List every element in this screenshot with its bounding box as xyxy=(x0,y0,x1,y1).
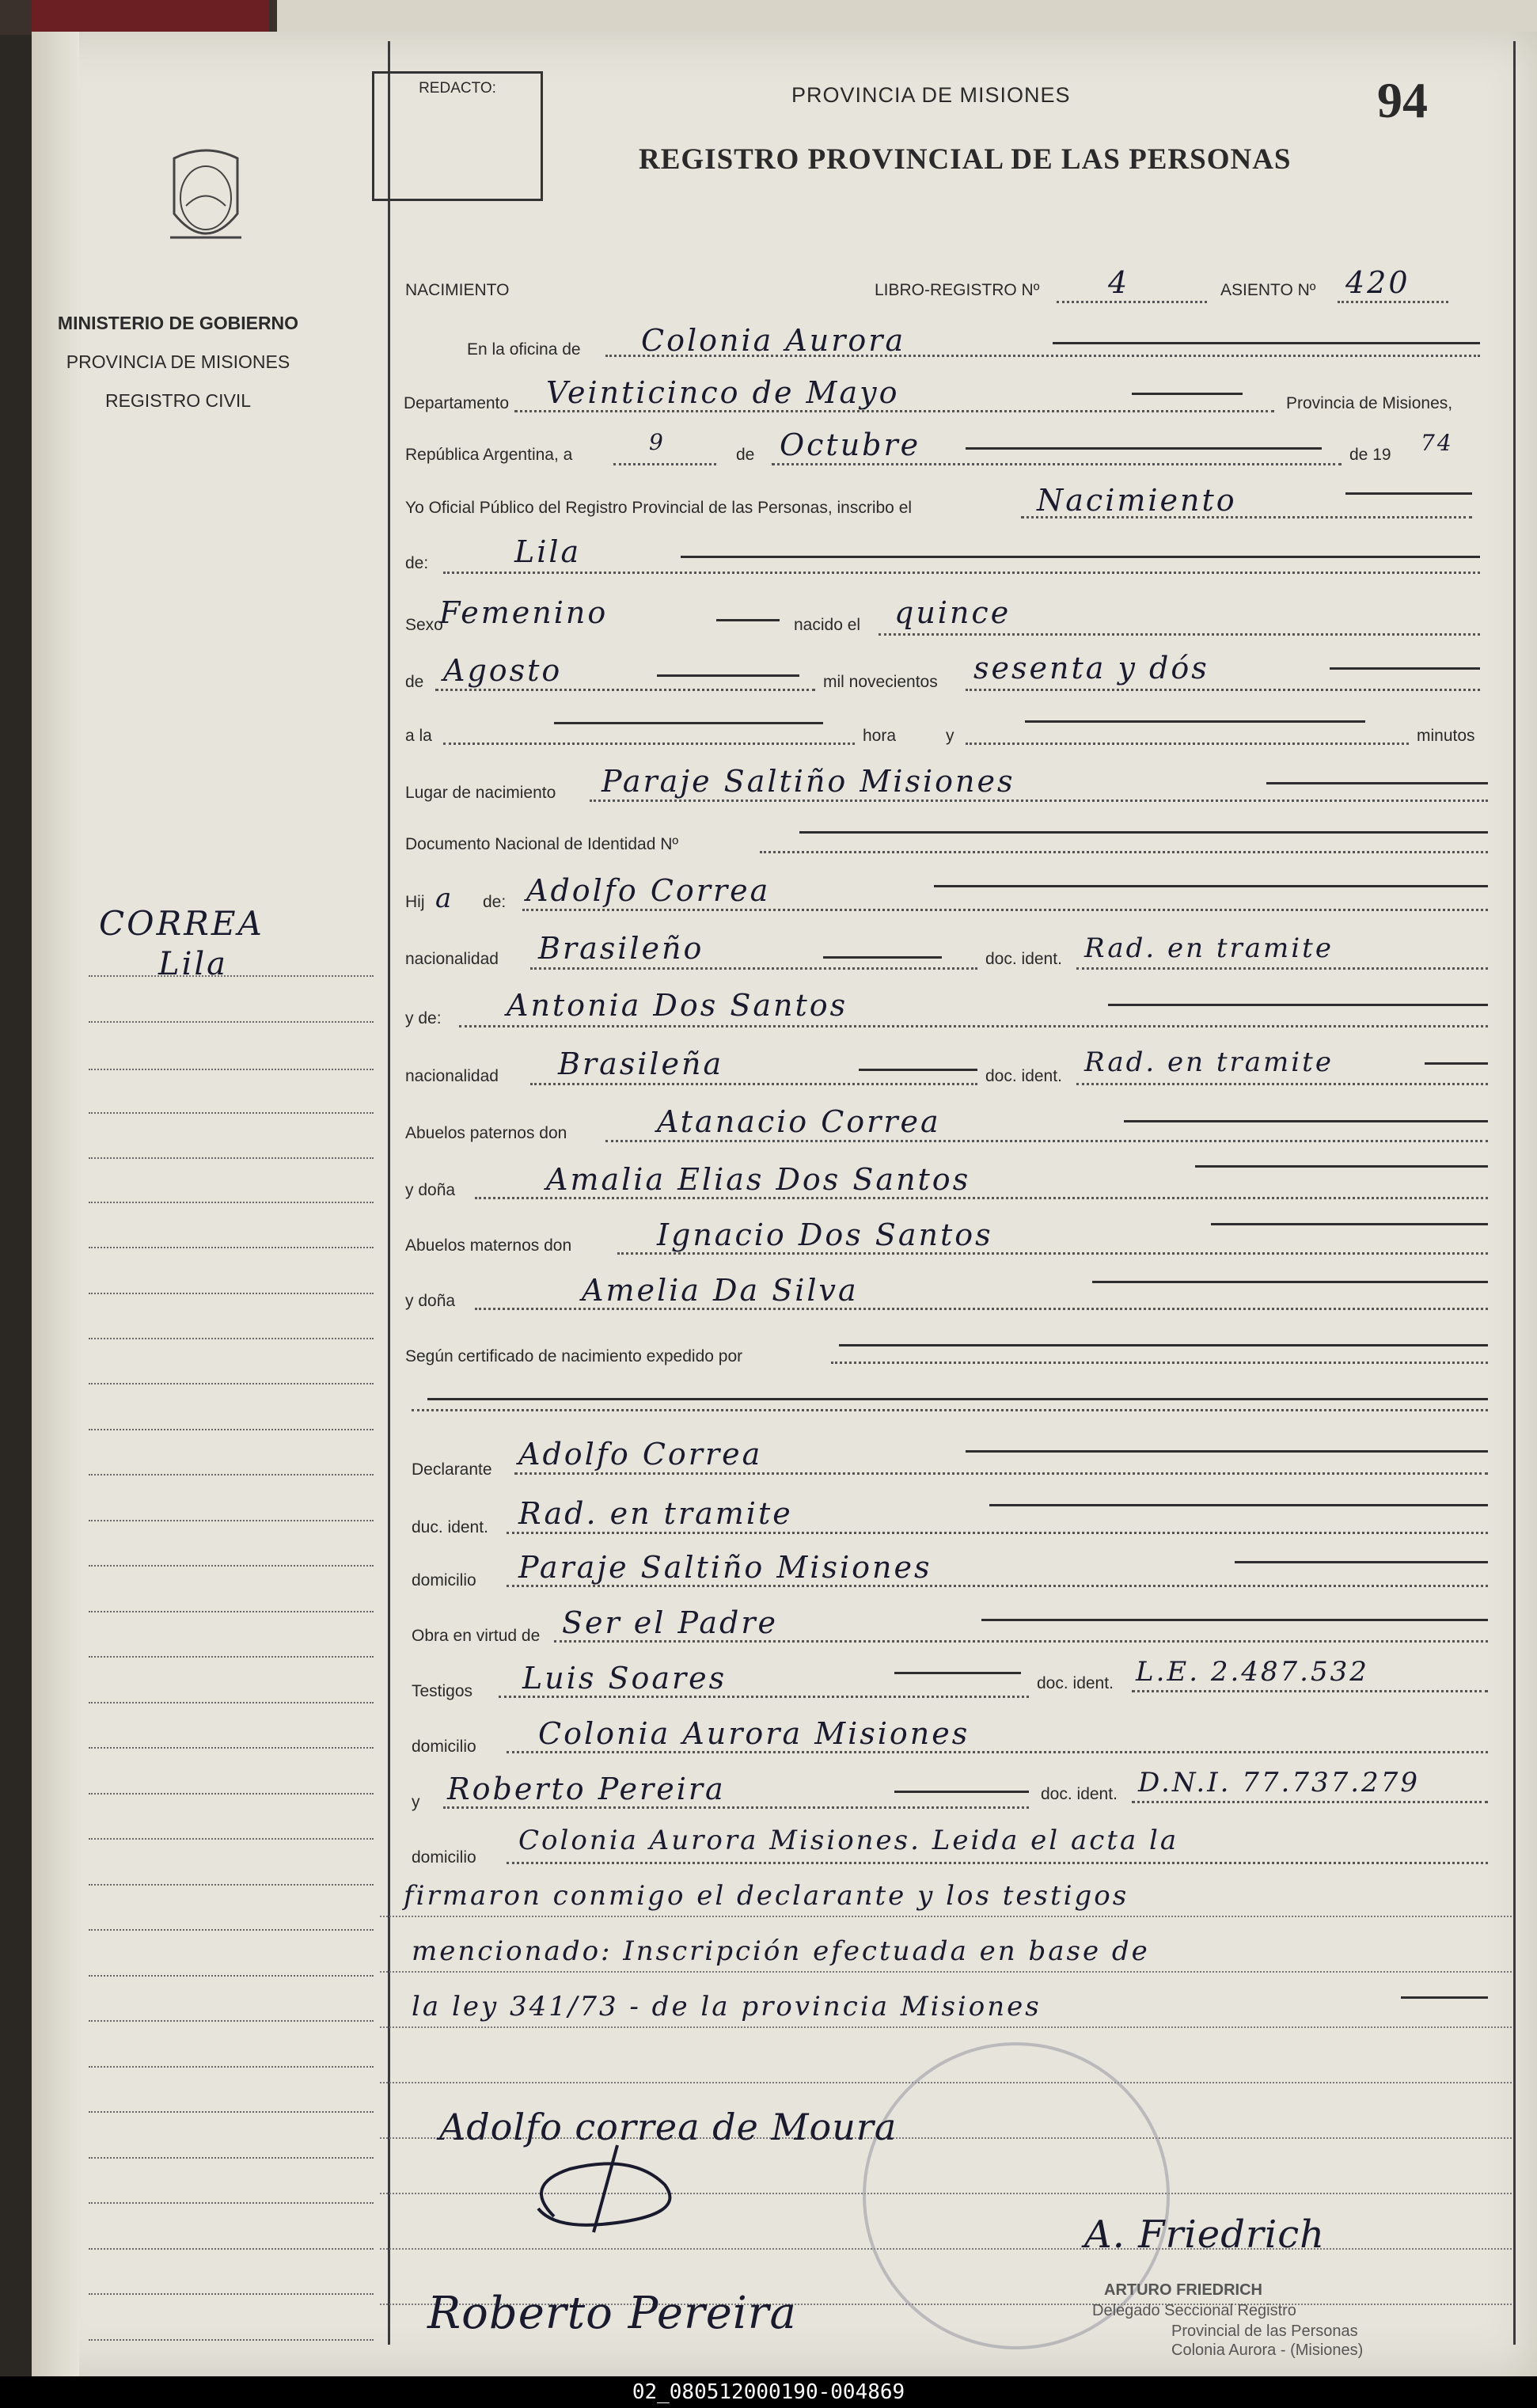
departamento-label: Departamento xyxy=(404,394,510,412)
signature-oficial: A. Friedrich xyxy=(1084,2212,1326,2257)
fill-rule xyxy=(681,556,1480,558)
declarante-line xyxy=(514,1472,1488,1475)
margin-line xyxy=(89,2248,374,2250)
fill-rule xyxy=(859,1069,977,1071)
fill-rule xyxy=(966,1450,1488,1453)
stamp-line-3: Provincial de las Personas xyxy=(1171,2323,1358,2340)
y-de-label: y de: xyxy=(405,1009,442,1027)
doc-ident-label: doc. ident. xyxy=(985,950,1062,968)
continuation-line-2: firmaron conmigo el declarante y los testigos xyxy=(404,1880,1129,1912)
de-label: de xyxy=(736,446,755,464)
minutos-line xyxy=(966,743,1409,745)
asiento-line xyxy=(1338,301,1448,303)
declarante-domicilio-line xyxy=(507,1585,1488,1587)
ruled-line xyxy=(380,1971,1512,1973)
fill-rule xyxy=(1053,342,1480,344)
nacido-anio-value: sesenta y dós xyxy=(973,651,1209,686)
madre-doc-value: Rad. en tramite xyxy=(1084,1046,1334,1078)
nacido-mes-line xyxy=(435,689,815,691)
margin-line xyxy=(89,975,374,977)
padre-nacionalidad-line xyxy=(530,967,977,970)
abuelo-materno-line xyxy=(617,1252,1488,1255)
domicilio-label: domicilio xyxy=(412,1738,476,1756)
testigo1-value: Luis Soares xyxy=(522,1661,727,1696)
page-number: 94 xyxy=(1377,72,1428,128)
testigo2-doc-line xyxy=(1132,1801,1488,1803)
mil-novecientos-label: mil novecientos xyxy=(823,673,938,691)
margin-line xyxy=(89,1884,374,1886)
libro-value: 4 xyxy=(1108,265,1130,300)
margin-line xyxy=(89,1338,374,1339)
departamento-value: Veinticinco de Mayo xyxy=(546,375,900,410)
testigo1-line xyxy=(499,1696,1029,1698)
duc-ident-label: duc. ident. xyxy=(412,1518,488,1536)
padre-doc-line xyxy=(1076,967,1488,970)
asiento-label: ASIENTO Nº xyxy=(1220,281,1316,299)
acto-value: Nacimiento xyxy=(1037,483,1237,518)
ministry-label: MINISTERIO DE GOBIERNO xyxy=(57,313,299,333)
margin-line xyxy=(89,1202,374,1203)
padre-doc-value: Rad. en tramite xyxy=(1084,932,1334,964)
dia-value: 9 xyxy=(649,429,666,455)
margin-line xyxy=(89,2339,374,2341)
domicilio-label: domicilio xyxy=(412,1848,476,1867)
fill-rule xyxy=(799,831,1488,834)
padre-line xyxy=(522,909,1488,911)
oficina-label: En la oficina de xyxy=(467,340,581,359)
margin-line xyxy=(89,1565,374,1567)
margin-line xyxy=(89,1929,374,1931)
stamp-line-1: ARTURO FRIEDRICH xyxy=(1104,2281,1262,2299)
declarante-doc-value: Rad. en tramite xyxy=(518,1496,793,1531)
sexo-value: Femenino xyxy=(439,595,609,630)
de-colon-label: de: xyxy=(405,554,429,572)
right-border-line xyxy=(1513,41,1516,2345)
hij-de-label: de: xyxy=(483,893,507,911)
lugar-value: Paraje Saltiño Misiones xyxy=(602,764,1015,799)
testigos-label: Testigos xyxy=(412,1682,473,1700)
de-19-label: de 19 xyxy=(1349,446,1391,464)
abuela-paterna-value: Amalia Elias Dos Santos xyxy=(546,1162,971,1197)
fill-rule xyxy=(1124,1120,1488,1122)
binding-edge xyxy=(32,32,79,2376)
de-mes-label: de xyxy=(405,673,424,691)
nombre-line xyxy=(443,572,1480,574)
provincia-misiones-label: Provincia de Misiones, xyxy=(1286,394,1453,412)
domicilio2-line xyxy=(507,1862,1488,1864)
madre-nacionalidad-value: Brasileña xyxy=(558,1046,724,1081)
abuela-paterna-line xyxy=(475,1197,1488,1199)
fill-rule xyxy=(1425,1062,1488,1065)
mes-value: Octubre xyxy=(780,427,921,462)
obra-line xyxy=(554,1640,1488,1643)
y-label: y xyxy=(946,727,954,745)
y-dona-label: y doña xyxy=(405,1292,456,1310)
hij-suffix: a xyxy=(435,883,454,914)
domicilio-label: domicilio xyxy=(412,1571,476,1590)
certificado-line-2 xyxy=(412,1409,1488,1411)
abuelos-paternos-label: Abuelos paternos don xyxy=(405,1124,567,1142)
libro-registro-label: LIBRO-REGISTRO Nº xyxy=(875,281,1040,299)
fill-rule xyxy=(966,447,1322,450)
abuelo-materno-value: Ignacio Dos Santos xyxy=(657,1217,993,1252)
nacimiento-label: NACIMIENTO xyxy=(405,281,510,299)
madre-doc-line xyxy=(1076,1083,1488,1085)
oficina-value: Colonia Aurora xyxy=(641,323,906,358)
testigo2-value: Roberto Pereira xyxy=(447,1772,726,1806)
padre-nacionalidad-value: Brasileño xyxy=(538,931,704,966)
asiento-value: 420 xyxy=(1345,265,1410,300)
doc-ident-label: doc. ident. xyxy=(985,1067,1062,1085)
signature-flourish-icon xyxy=(507,2137,728,2240)
fill-rule xyxy=(1235,1561,1488,1563)
margin-line xyxy=(89,2111,374,2113)
abuelos-maternos-label: Abuelos maternos don xyxy=(405,1236,572,1255)
departamento-line xyxy=(514,410,1274,412)
hij-label: Hij xyxy=(405,893,425,911)
testigo1-domicilio-line xyxy=(507,1751,1488,1753)
a-la-label: a la xyxy=(405,727,432,745)
fill-rule xyxy=(894,1672,1021,1674)
signature-declarante: Adolfo correa de Moura xyxy=(439,2106,898,2148)
redacto-label: REDACTO: xyxy=(419,80,496,97)
fill-rule xyxy=(1266,782,1488,784)
segun-certificado-label: Según certificado de nacimiento expedido por xyxy=(405,1347,743,1365)
redacto-box xyxy=(372,71,543,201)
testigo1-doc-line xyxy=(1132,1690,1488,1692)
ruled-line xyxy=(380,1916,1512,1917)
margin-line xyxy=(89,1747,374,1749)
top-strip xyxy=(0,0,1537,35)
margin-surname: CORREA xyxy=(99,904,264,943)
hora-label: hora xyxy=(863,727,897,745)
nacido-mes-value: Agosto xyxy=(443,653,563,688)
anio-value: 74 xyxy=(1421,430,1454,456)
fill-rule xyxy=(1092,1281,1488,1283)
fill-rule xyxy=(1401,1996,1488,1999)
madre-value: Antonia Dos Santos xyxy=(507,988,848,1023)
margin-line xyxy=(89,2202,374,2204)
dni-label: Documento Nacional de Identidad Nº xyxy=(405,835,679,853)
abuelo-paterno-line xyxy=(605,1140,1488,1142)
doc-ident-label: doc. ident. xyxy=(1037,1674,1114,1692)
continuation-line-3: mencionado: Inscripción efectuada en base de xyxy=(412,1935,1150,1967)
image-id-footer: 02_080512000190-004869 xyxy=(0,2376,1537,2408)
declarante-domicilio-value: Paraje Saltiño Misiones xyxy=(518,1550,932,1585)
testigo1-doc-value: L.E. 2.487.532 xyxy=(1136,1656,1369,1688)
fill-rule xyxy=(554,722,823,724)
testigo1-domicilio-value: Colonia Aurora Misiones xyxy=(538,1716,970,1751)
fill-rule xyxy=(1108,1004,1488,1006)
margin-line xyxy=(89,1838,374,1840)
stamp-line-2: Delegado Seccional Registro xyxy=(1092,2302,1296,2319)
registry-title: REGISTRO PROVINCIAL DE LAS PERSONAS xyxy=(639,143,1292,176)
nacido-line xyxy=(879,633,1480,636)
fill-rule xyxy=(1345,492,1472,495)
margin-line xyxy=(89,1474,374,1476)
margin-line xyxy=(89,2020,374,2022)
declarante-doc-line xyxy=(507,1532,1488,1534)
ruled-line xyxy=(380,2026,1512,2028)
continuation-line-4: la ley 341/73 - de la provincia Misiones xyxy=(412,1991,1042,2022)
fill-rule xyxy=(1330,667,1480,670)
stamp-line-4: Colonia Aurora - (Misiones) xyxy=(1171,2342,1364,2359)
margin-line xyxy=(89,1702,374,1703)
nacido-dia-value: quince xyxy=(894,595,1011,630)
signature-testigo: Roberto Pereira xyxy=(427,2288,797,2339)
fill-rule xyxy=(1132,393,1243,395)
coat-of-arms-icon xyxy=(158,142,253,261)
fill-rule xyxy=(934,885,1488,887)
hora-line xyxy=(443,743,855,745)
testigo2-doc-value: D.N.I. 77.737.279 xyxy=(1138,1767,1420,1798)
margin-line xyxy=(89,1383,374,1384)
doc-ident-label: doc. ident. xyxy=(1041,1785,1118,1803)
fill-rule xyxy=(716,619,780,621)
margin-line xyxy=(89,1975,374,1977)
madre-nacionalidad-line xyxy=(530,1083,977,1085)
madre-line xyxy=(459,1025,1488,1027)
abuela-materna-value: Amelia Da Silva xyxy=(582,1273,859,1308)
certificado-line xyxy=(831,1362,1488,1364)
abuela-materna-line xyxy=(475,1308,1488,1310)
margin-line xyxy=(89,1656,374,1658)
margin-line xyxy=(89,1293,374,1294)
margin-line xyxy=(89,1157,374,1159)
paper-edge xyxy=(277,0,1537,32)
y-label: y xyxy=(412,1793,420,1811)
fill-rule xyxy=(839,1344,1488,1346)
dni-line xyxy=(760,851,1488,853)
minutos-label: minutos xyxy=(1417,727,1475,745)
margin-line xyxy=(89,2066,374,2068)
domicilio2-line1-value: Colonia Aurora Misiones. Leida el acta la xyxy=(518,1825,1179,1856)
declarante-value: Adolfo Correa xyxy=(518,1437,763,1472)
lugar-label: Lugar de nacimiento xyxy=(405,784,556,802)
padre-value: Adolfo Correa xyxy=(526,873,771,908)
nacionalidad-label: nacionalidad xyxy=(405,1067,499,1085)
margin-line xyxy=(89,1112,374,1114)
lugar-line xyxy=(590,800,1488,802)
obra-value: Ser el Padre xyxy=(562,1605,778,1640)
fill-rule xyxy=(427,1398,1488,1400)
fill-rule xyxy=(894,1791,1029,1793)
obra-label: Obra en virtud de xyxy=(412,1627,541,1645)
mes-line xyxy=(772,463,1342,465)
margin-line xyxy=(89,1021,374,1023)
abuelo-paterno-value: Atanacio Correa xyxy=(657,1104,941,1139)
nacido-anio-line xyxy=(966,689,1480,691)
dia-line xyxy=(613,463,716,465)
fill-rule xyxy=(989,1504,1488,1506)
y-dona-label: y doña xyxy=(405,1181,456,1199)
fill-rule xyxy=(1025,720,1365,723)
testigo2-line xyxy=(443,1806,1029,1809)
oficina-line xyxy=(605,355,1480,357)
registry-label: REGISTRO CIVIL xyxy=(104,390,252,411)
fill-rule xyxy=(823,956,942,959)
libro-line xyxy=(1057,301,1207,303)
yo-oficial-label: Yo Oficial Público del Registro Provincial de las Personas, inscribo el xyxy=(405,499,913,517)
margin-line xyxy=(89,2157,374,2159)
fill-rule xyxy=(657,674,799,677)
margin-line xyxy=(89,1793,374,1795)
margin-line xyxy=(89,1520,374,1521)
republica-label: República Argentina, a xyxy=(405,446,573,464)
nombre-value: Lila xyxy=(514,534,582,569)
divider-line xyxy=(388,41,390,2345)
province-heading: PROVINCIA DE MISIONES xyxy=(791,83,1071,107)
margin-line xyxy=(89,1069,374,1070)
nacionalidad-label: nacionalidad xyxy=(405,950,499,968)
fill-rule xyxy=(1195,1165,1488,1168)
sexo-label: Sexo xyxy=(405,616,443,634)
fill-rule xyxy=(1211,1223,1488,1225)
margin-line xyxy=(89,2293,374,2295)
nacido-el-label: nacido el xyxy=(794,616,861,634)
margin-line xyxy=(89,1429,374,1430)
red-cover xyxy=(32,0,269,32)
declarante-label: Declarante xyxy=(412,1460,492,1479)
acto-line xyxy=(1021,516,1472,518)
margin-line xyxy=(89,1247,374,1248)
margin-line xyxy=(89,1611,374,1612)
province-label: PROVINCIA DE MISIONES xyxy=(66,351,290,372)
margin-name: Lila xyxy=(158,946,228,982)
fill-rule xyxy=(981,1619,1488,1621)
